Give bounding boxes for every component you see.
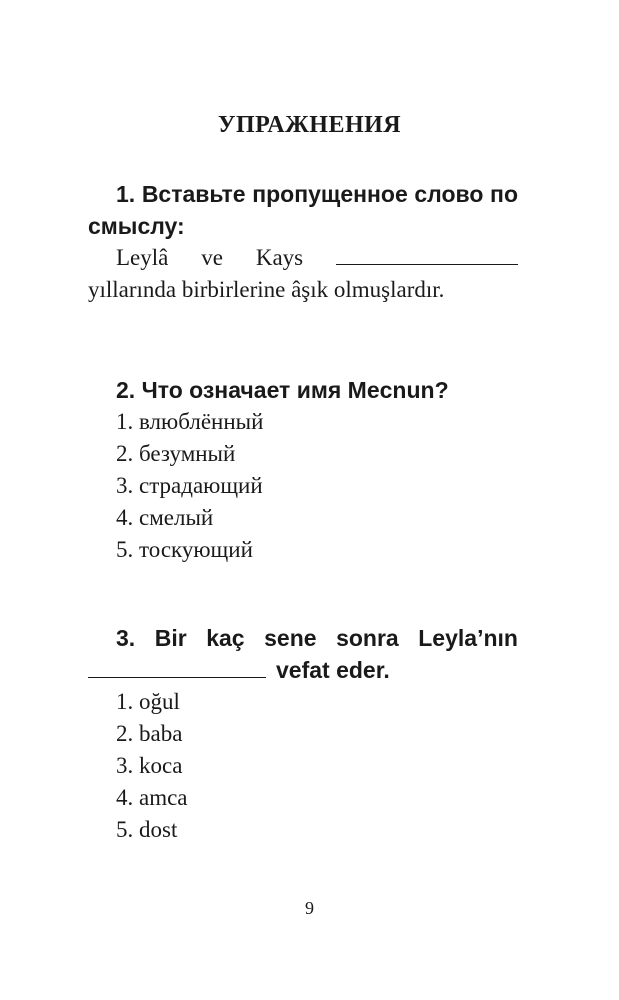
word-kays: Kays xyxy=(255,245,304,270)
word-leyla: Leylâ xyxy=(116,245,169,270)
exercise-1-heading xyxy=(88,178,518,210)
page-title: УПРАЖНЕНИЯ xyxy=(217,112,402,138)
option-item: 1. влюблённый xyxy=(116,409,264,434)
exercise-1-heading-line2: смыслу: xyxy=(88,213,185,239)
q3-word: Bir xyxy=(154,625,187,651)
option-item: 5. тоскующий xyxy=(116,537,253,562)
exercise-1-heading-line1: 1. Вставьте пропущенное слово по xyxy=(116,181,518,207)
exercise-2-heading: 2. Что означает имя Mecnun? xyxy=(116,377,449,403)
q3-line2-tail: vefat eder. xyxy=(276,657,390,683)
exercise-3 xyxy=(88,622,518,846)
option-item: 3. страдающий xyxy=(116,473,263,498)
q3-word: kaç xyxy=(206,625,245,651)
word-ve: ve xyxy=(201,245,223,270)
option-item: 3. koca xyxy=(116,753,183,778)
option-item: 4. amca xyxy=(116,785,188,810)
option-item: 2. безумный xyxy=(116,441,236,466)
exercise-3-heading-line2 xyxy=(88,654,518,686)
option-item: 5. dost xyxy=(116,817,178,842)
option-item: 4. смелый xyxy=(116,505,214,530)
page-number: 9 xyxy=(305,898,314,918)
option-item: 1. oğul xyxy=(116,689,180,714)
answer-blank[interactable] xyxy=(336,264,518,265)
exercise-1-sentence-line2: yıllarında birbirlerine âşık olmuşlardır. xyxy=(88,277,445,302)
option-item: 2. baba xyxy=(116,721,183,746)
q3-word: sonra xyxy=(336,625,399,651)
answer-blank[interactable] xyxy=(88,677,266,678)
q3-word: 3. xyxy=(116,625,136,651)
exercise-1 xyxy=(88,178,518,306)
exercise-3-heading-line1 xyxy=(88,622,518,654)
exercise-1-sentence-line1 xyxy=(88,242,518,274)
q3-word: sene xyxy=(264,625,317,651)
exercise-2 xyxy=(88,374,518,566)
q3-word: Leyla’nın xyxy=(418,625,518,651)
